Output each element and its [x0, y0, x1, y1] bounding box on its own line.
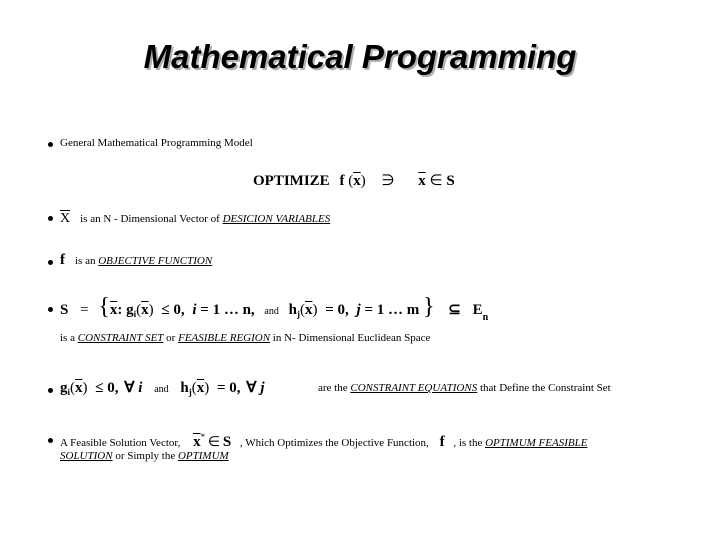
h-subscript: j: [296, 309, 300, 319]
feasible-solution-text: A Feasible Solution Vector,: [60, 437, 181, 449]
constraint-set-link[interactable]: CONSTRAINT SET: [77, 332, 164, 344]
set-s-6: S: [222, 434, 232, 450]
define-text: that Define the Constraint Set: [477, 382, 611, 394]
decision-variables-line: [60, 209, 330, 227]
left-brace: {: [98, 294, 110, 320]
index-i-5: i: [138, 380, 143, 396]
feasible-solution-line: [60, 432, 587, 451]
x-vector-h: $\overline{x}$: [304, 302, 313, 318]
and-text: and: [264, 306, 279, 317]
optimize-keyword: OPTIMIZE: [253, 173, 330, 189]
g-function-5: g: [60, 380, 68, 396]
index-j-5: j: [260, 380, 265, 396]
or-text: or: [163, 332, 179, 344]
feasible-region-link[interactable]: FEASIBLE REGION: [178, 332, 271, 344]
x-vector: $\overline{x}$: [353, 173, 361, 189]
decision-text: is an N - Dimensional Vector of: [80, 213, 223, 225]
range-i: = 1 … n,: [200, 302, 255, 318]
g-subscript: i: [133, 309, 137, 319]
euclidean-text: in N- Dimensional Euclidean Space: [270, 332, 431, 344]
objective-function-line: [60, 251, 212, 269]
eq-zero: = 0,: [325, 302, 349, 318]
constraint-set-formula: $S = \{\overline{x}$: $g_i(\overline{x}) \le 0$, i = 1 … n, and $h_j(\overline{x}) = 0$, j = 1 … m } ⊆ $E_n$: [60, 294, 489, 323]
element-of-symbol: ∈: [429, 173, 443, 189]
star-superscript: *: [200, 432, 206, 442]
which-optimizes-text: , Which Optimizes the Objective Function,: [239, 437, 429, 449]
range-j: = 1 … m: [364, 302, 420, 318]
x-vector-s: $\overline{x}$: [109, 302, 118, 318]
f-symbol-6: f: [439, 434, 445, 450]
x-vector-g: $\overline{x}$: [141, 302, 149, 318]
index-j: j: [356, 302, 361, 318]
solution-link[interactable]: SOLUTION: [60, 450, 113, 462]
h-subscript-5: j: [188, 387, 192, 397]
feasible-solution-line-2: [60, 450, 229, 462]
euclidean-e: E: [472, 302, 483, 318]
x-vector-5: $\overline{x}$: [75, 380, 83, 396]
constraint-set-desc: [60, 332, 430, 344]
forall-symbol: ∀: [124, 380, 135, 396]
objective-function-link[interactable]: OBJECTIVE FUNCTION: [98, 255, 213, 267]
bullet-3: [48, 260, 53, 265]
index-i: i: [192, 302, 197, 318]
forall-symbol-2: ∀: [246, 380, 257, 396]
constraint-equations-formula: $g_i(\overline{x}) \le 0$, ∀ i and $h_j(\overline{x}) = 0$, ∀ j: [60, 380, 265, 397]
constraint-equations-link[interactable]: CONSTRAINT EQUATIONS: [350, 382, 478, 394]
objective-text: is an: [75, 255, 99, 267]
slide-title: Mathematical Programming: [143, 38, 577, 75]
and-text-5: and: [154, 384, 169, 395]
is-the-text: , is the: [453, 437, 486, 449]
x-vector-2: $\overline{x}$: [418, 173, 426, 189]
bullet-5: [48, 388, 53, 393]
euclidean-n: n: [482, 312, 489, 323]
x-vector-5b: $\overline{x}$: [196, 380, 205, 396]
subseteq-symbol: ⊆: [448, 302, 461, 318]
bullet-6: [48, 438, 53, 443]
h-function-5: h: [180, 380, 189, 396]
such-that-symbol: ∋: [381, 173, 395, 189]
x-star-vector: $\overline{x}$: [193, 434, 201, 450]
x-vector-def: $\overline{X}$: [60, 211, 71, 226]
or-simply-text: or Simply the: [112, 450, 178, 462]
decision-variables-link[interactable]: DESICION VARIABLES: [222, 213, 331, 225]
are-the-text: are the: [318, 382, 351, 394]
bullet-4: [48, 307, 53, 312]
f-symbol: f: [339, 173, 345, 189]
g-function: : g: [117, 302, 134, 318]
set-s: S: [446, 173, 455, 189]
eq-zero-5: = 0,: [216, 380, 241, 396]
right-brace: }: [422, 294, 435, 320]
g-subscript-5: i: [67, 387, 71, 397]
set-s-def: S: [60, 302, 69, 318]
optimize-formula: OPTIMIZE f $(\overline{x})$ ∋ $\overline{x}$ ∈ S: [253, 173, 455, 189]
optimum-link[interactable]: OPTIMUM: [177, 450, 229, 462]
isa-text: is a: [60, 332, 78, 344]
h-function: h: [288, 302, 297, 318]
leq-zero: ≤ 0,: [161, 302, 185, 318]
f-symbol-def: f: [60, 252, 65, 268]
equals-sign: =: [80, 302, 89, 318]
element-of-6: ∈: [207, 435, 221, 450]
bullet-2: [48, 216, 53, 221]
leq-zero-5: ≤ 0,: [95, 380, 119, 396]
constraint-equations-text: [318, 382, 611, 394]
bullet-1: [48, 142, 53, 147]
general-model-text: General Mathematical Programming Model: [60, 137, 253, 149]
optimum-feasible-link[interactable]: OPTIMUM FEASIBLE: [485, 437, 588, 449]
